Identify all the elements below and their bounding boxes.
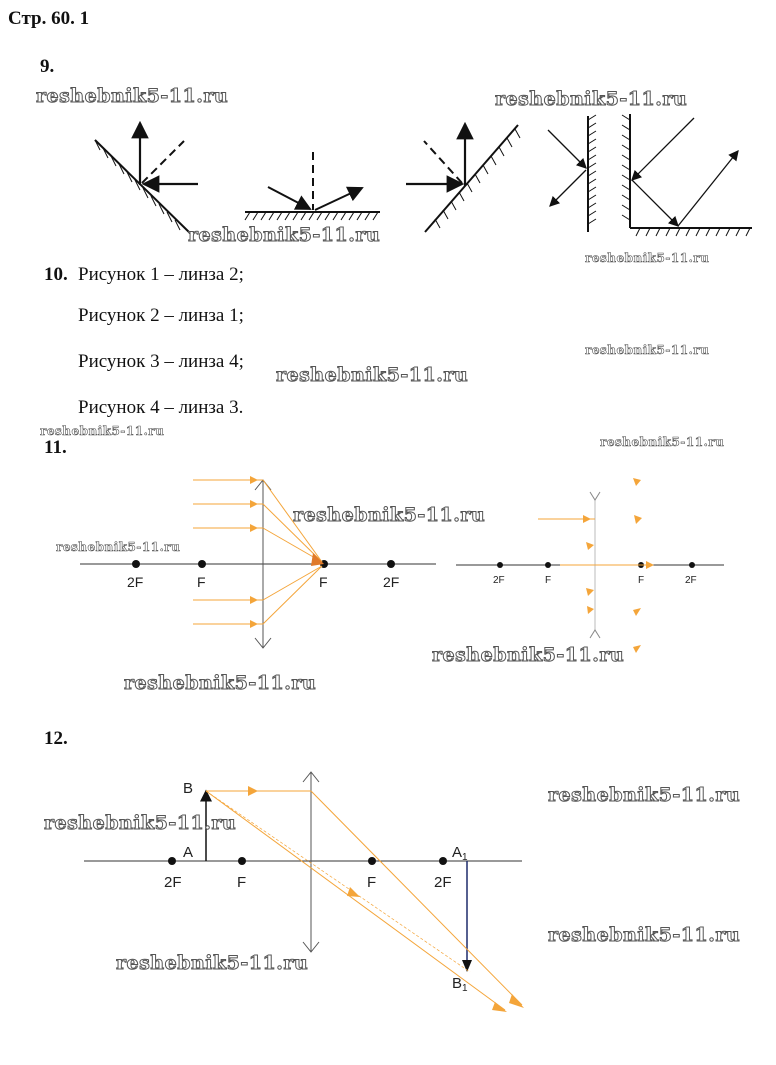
q11-diverging-lens-figure	[456, 478, 724, 653]
q12-label-b1: $B_1$	[452, 975, 468, 994]
answer-line-3: Рисунок 3 – линза 4;	[78, 351, 244, 372]
q11-right-label-2f-1: 2F	[493, 575, 505, 586]
q12-label-b: B	[183, 780, 194, 797]
watermark: reshebnik5-11.ru	[36, 85, 229, 107]
q9-figure-1	[95, 123, 198, 236]
q11-right-label-f-2: F	[638, 575, 645, 586]
q11-left-label-2f-2: 2F	[383, 574, 400, 590]
watermark: reshebnik5-11.ru	[56, 540, 181, 554]
q11-left-label-2f-1: 2F	[127, 574, 144, 590]
q9-figure-3	[406, 124, 520, 232]
page-header: Стр. 60. 1	[8, 8, 90, 29]
watermark: reshebnik5-11.ru	[276, 364, 469, 386]
watermark: reshebnik5-11.ru	[600, 435, 725, 449]
answer-line-2: Рисунок 2 – линза 1;	[78, 305, 244, 326]
answer-line-1: Рисунок 1 – линза 2;	[78, 264, 244, 285]
q11-left-label-f-2: F	[319, 574, 328, 590]
question-12-number: 12.	[44, 728, 68, 749]
watermark: reshebnik5-11.ru	[585, 343, 710, 357]
q12-label-f-left: F	[237, 874, 247, 891]
answer-line-4: Рисунок 4 – линза 3.	[78, 397, 244, 418]
q9-figure-2	[245, 152, 380, 220]
q11-left-label-f-1: F	[197, 574, 206, 590]
watermark: reshebnik5-11.ru	[40, 424, 165, 438]
watermark: reshebnik5-11.ru	[548, 924, 741, 946]
watermark: reshebnik5-11.ru	[188, 224, 381, 246]
q11-right-label-f-1: F	[545, 575, 552, 586]
q11-converging-lens-figure	[80, 476, 436, 648]
watermark: reshebnik5-11.ru	[116, 952, 309, 974]
q12-label-2f-right: 2F	[434, 874, 452, 891]
watermark: reshebnik5-11.ru	[495, 88, 688, 110]
q12-label-a: A	[183, 844, 194, 861]
question-11-number: 11.	[44, 437, 67, 458]
watermark: reshebnik5-11.ru	[293, 504, 486, 526]
watermark: reshebnik5-11.ru	[585, 251, 710, 265]
q12-label-a1: $A_1$	[452, 844, 468, 863]
q12-label-2f-left: 2F	[164, 874, 182, 891]
question-9-number: 9.	[40, 56, 55, 77]
watermark: reshebnik5-11.ru	[44, 812, 237, 834]
q12-label-f-right: F	[367, 874, 377, 891]
watermark: reshebnik5-11.ru	[432, 644, 625, 666]
watermark: reshebnik5-11.ru	[124, 672, 317, 694]
watermark: reshebnik5-11.ru	[548, 784, 741, 806]
q11-right-label-2f-2: 2F	[685, 575, 697, 586]
q9-figure-4	[548, 114, 752, 236]
question-10-number: 10.	[44, 264, 68, 285]
